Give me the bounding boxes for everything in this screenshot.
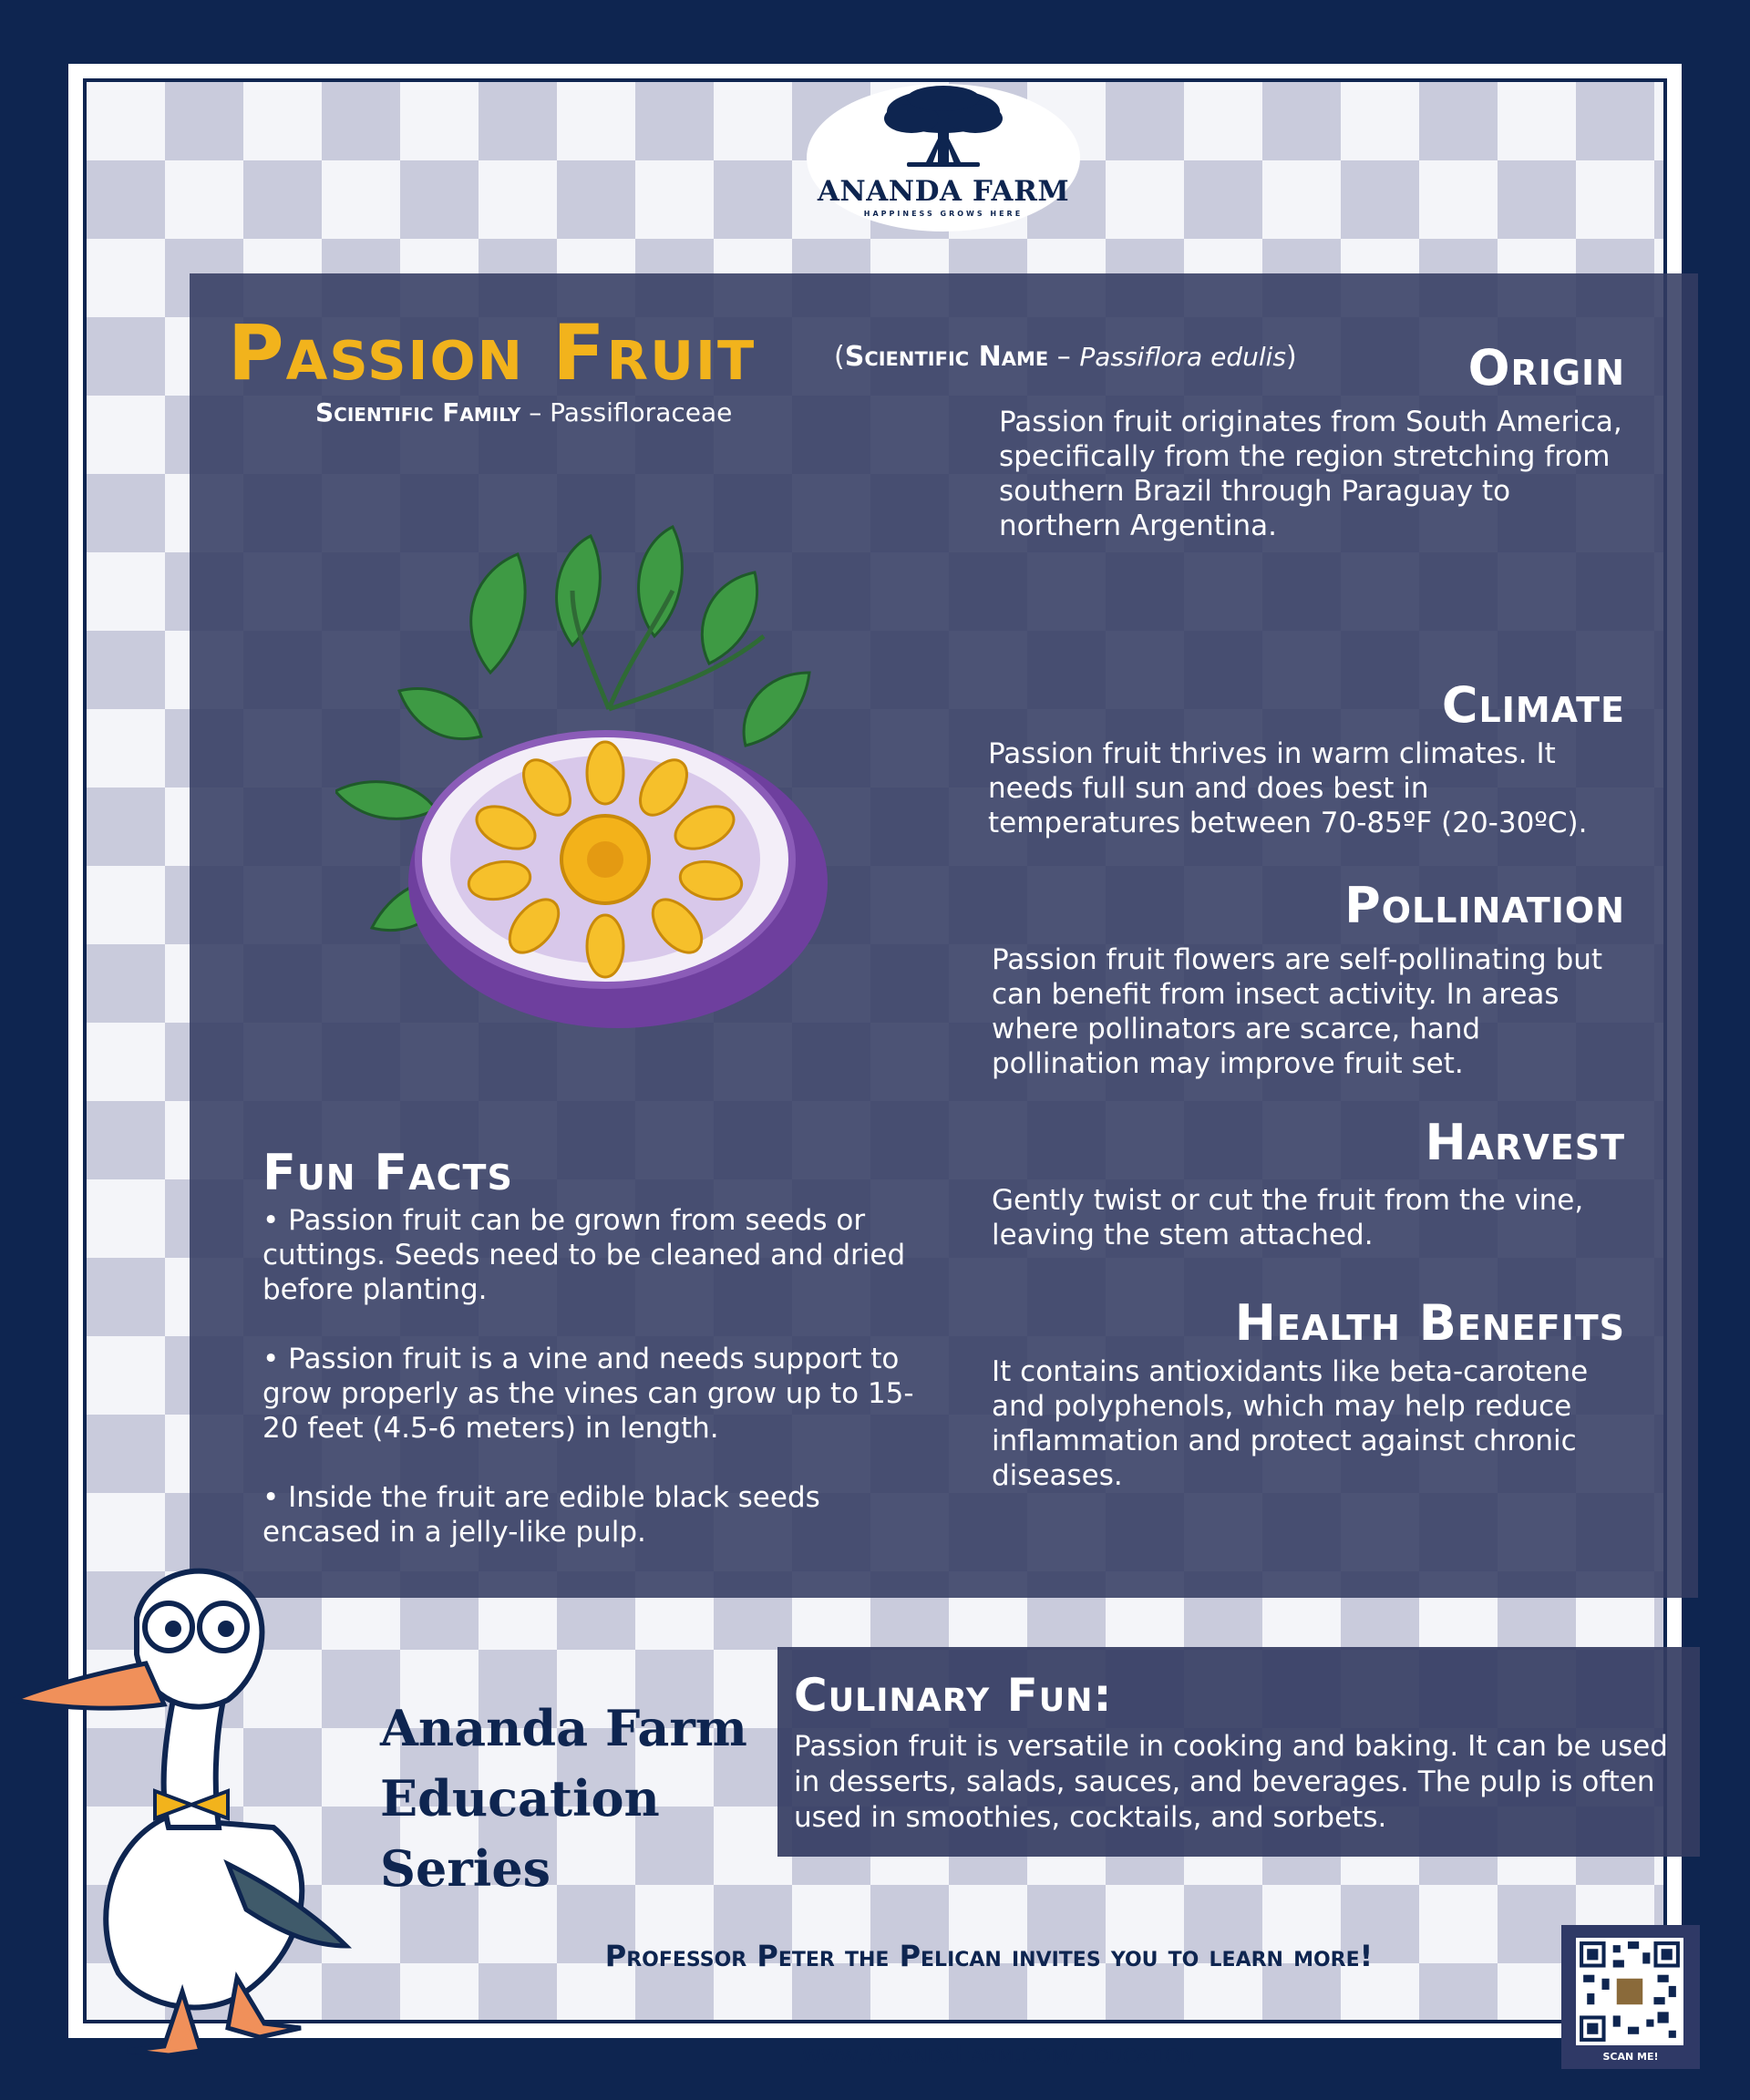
climate-heading: Climate: [1441, 676, 1625, 734]
culinary-text: Passion fruit is versatile in cooking and baking. It can be used in desserts, salads, sauces, and beverages. The pulp is often used in smoothies, cocktails, and sorbets.: [794, 1730, 1668, 1834]
logo-name: ANANDA FARM: [817, 175, 1070, 208]
scientific-name-value: Passiflora edulis: [1079, 342, 1286, 372]
education-series-title: [380, 1693, 747, 1904]
education-link[interactable]: www.AnandaFarm.com/Education: [801, 2038, 1195, 2070]
sci-close-paren: ): [1286, 341, 1297, 373]
origin-heading: Origin: [1467, 339, 1625, 396]
sci-dash: –: [1048, 341, 1080, 373]
series-line-1: Ananda Farm: [380, 1699, 747, 1757]
harvest-text: Gently twist or cut the fruit from the vine, leaving the stem attached.: [992, 1184, 1584, 1251]
fam-dash: –: [520, 397, 551, 427]
invite-text: Professor Peter the Pelican invites you to learn more!: [604, 1939, 1374, 1973]
qr-scan-label: SCAN ME!: [1602, 2051, 1659, 2063]
passion-fruit-illustration: [335, 518, 873, 1037]
scientific-family-label: Scientific Family: [315, 397, 521, 427]
health-benefits-text: It contains antioxidants like beta-carotene and polyphenols, which may help reduce inflammation and protect against chronic diseases.: [992, 1355, 1589, 1492]
tree-logo-icon: [870, 84, 1016, 175]
scientific-family: [315, 397, 732, 427]
sci-open-paren: (: [834, 341, 845, 373]
health-benefits-heading: Health Benefits: [1234, 1294, 1625, 1352]
pelican-mascot-icon: [9, 1518, 374, 2064]
climate-text: Passion fruit thrives in warm climates. It needs full sun and does best in temperatures between 70-85ºF (20-30ºC).: [988, 737, 1588, 839]
main-panel: [190, 273, 1698, 1598]
scientific-name-label: Scientific Name: [844, 341, 1049, 373]
origin-text: Passion fruit originates from South America, specifically from the region stretching from southern Brazil through Paraguay to northern Argentina.: [999, 406, 1622, 542]
pollination-text: Passion fruit flowers are self-pollinating but can benefit from insect activity. In areas where pollinators are scarce, hand pollination may improve fruit set.: [992, 943, 1603, 1080]
series-line-3: Series: [380, 1839, 551, 1898]
fun-fact-item: • Passion fruit can be grown from seeds or cuttings. Seeds need to be cleaned and dried before planting.: [262, 1204, 906, 1306]
culinary-heading: Culinary Fun:: [794, 1669, 1113, 1722]
scientific-name: [834, 341, 1297, 373]
fun-fact-item: • Passion fruit is a vine and needs support to grow properly as the vines can grow up to 15-20 feet (4.5-6 meters) in length.: [262, 1343, 914, 1445]
fun-facts-heading: Fun Facts: [262, 1144, 513, 1201]
harvest-heading: Harvest: [1425, 1114, 1625, 1171]
pollination-heading: Pollination: [1344, 877, 1625, 934]
qr-code-box[interactable]: [1561, 1925, 1700, 2069]
culinary-box: [777, 1647, 1700, 1857]
fun-fact-item: • Inside the fruit are edible black seeds encased in a jelly-like pulp.: [262, 1481, 820, 1549]
series-line-2: Education: [380, 1769, 660, 1827]
logo-tagline: HAPPINESS GROWS HERE: [863, 210, 1024, 218]
scientific-family-value: Passifloraceae: [550, 397, 733, 427]
page-title: Passion Fruit: [228, 308, 757, 397]
qr-code-icon[interactable]: [1576, 1938, 1683, 2045]
